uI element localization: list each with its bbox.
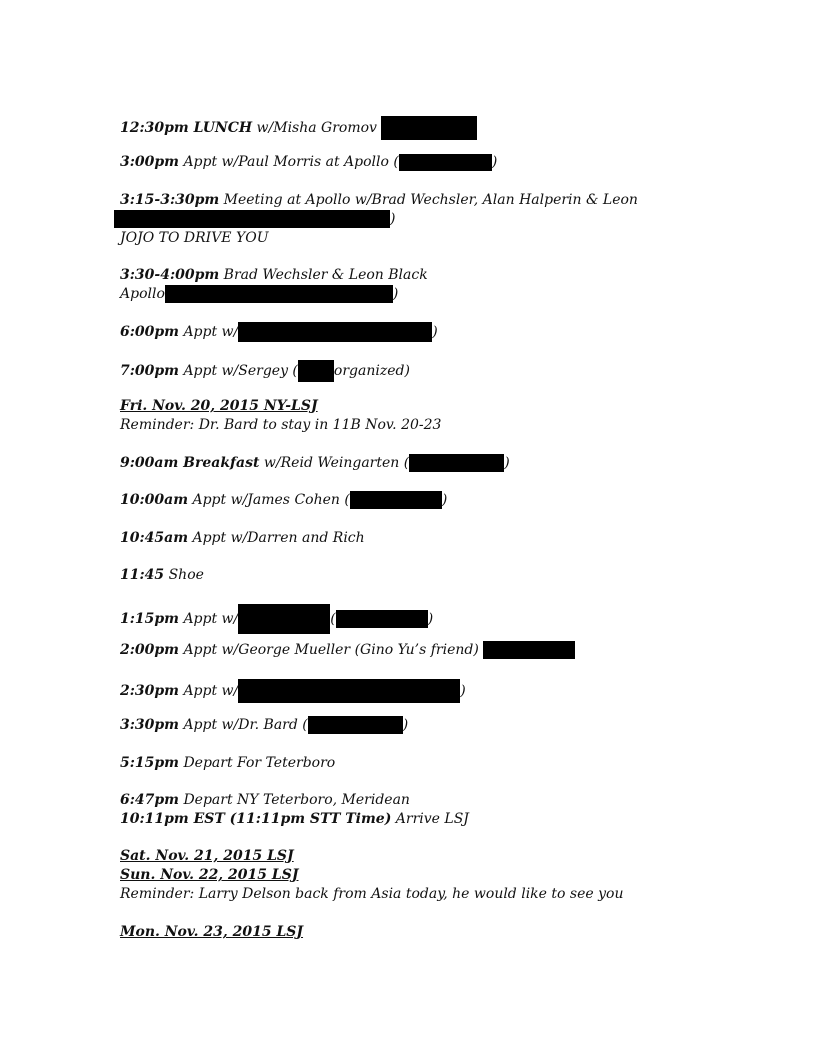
entry-time: 7:00pm bbox=[120, 363, 179, 379]
entry-time: 2:30pm bbox=[120, 683, 179, 699]
paren-close: ) bbox=[402, 717, 409, 733]
entry-text: Apollo bbox=[120, 286, 165, 302]
entry-text: Appt w/George Mueller (Gino Yu’s friend) bbox=[179, 642, 484, 658]
paren-close: ) bbox=[491, 154, 498, 170]
day-heading-nov20 bbox=[120, 397, 318, 415]
entry-text: Appt w/Dr. Bard ( bbox=[179, 717, 308, 733]
day-heading: Mon. Nov. 23, 2015 LSJ bbox=[120, 924, 304, 940]
redaction-block bbox=[308, 716, 403, 734]
entry-time: 2:00pm bbox=[120, 642, 179, 658]
entry-text: Appt w/ bbox=[179, 611, 239, 627]
redaction-block bbox=[409, 454, 504, 472]
entry-time: 5:15pm bbox=[120, 755, 179, 771]
entry-time: 6:47pm bbox=[120, 792, 179, 808]
entry-text: Meeting at Apollo w/Brad Wechsler, Alan Halperin & Leon bbox=[219, 192, 638, 208]
entry-breakfast bbox=[120, 454, 510, 472]
entry-appt-230pm bbox=[120, 679, 466, 697]
entry-text: Appt w/Sergey ( bbox=[179, 363, 298, 379]
entry-time: 3:00pm bbox=[120, 154, 179, 170]
entry-shoe bbox=[120, 566, 204, 584]
entry-appt-6pm bbox=[120, 322, 438, 340]
entry-text: w/Misha Gromov bbox=[252, 120, 382, 136]
entry-text: Depart NY Teterboro, Meridean bbox=[179, 792, 410, 808]
reminder-text: Reminder: Dr. Bard to stay in 11B Nov. 20-23 bbox=[120, 417, 442, 433]
redaction-block bbox=[165, 285, 393, 303]
redaction-block bbox=[298, 360, 334, 382]
redaction-block bbox=[114, 210, 390, 228]
entry-text: Appt w/Paul Morris at Apollo ( bbox=[179, 154, 399, 170]
reminder-text: Reminder: Larry Delson back from Asia today, he would like to see you bbox=[120, 886, 624, 902]
day-heading: Fri. Nov. 20, 2015 NY-LSJ bbox=[120, 398, 318, 414]
day-heading: Sun. Nov. 22, 2015 LSJ bbox=[120, 867, 299, 883]
redaction-block bbox=[381, 116, 477, 140]
entry-text: Brad Wechsler & Leon Black bbox=[219, 267, 428, 283]
paren-open: ( bbox=[330, 611, 336, 627]
paren-close: ) bbox=[392, 286, 399, 302]
entry-appt-darren-rich bbox=[120, 529, 365, 547]
redaction-block bbox=[238, 679, 460, 703]
entry-brad-leon bbox=[120, 266, 428, 284]
day-heading-nov23 bbox=[120, 923, 303, 941]
entry-time: 3:30pm bbox=[120, 717, 179, 733]
entry-time: 12:30pm LUNCH bbox=[120, 120, 253, 136]
redaction-block bbox=[483, 641, 575, 659]
entry-appt-cohen bbox=[120, 491, 447, 509]
entry-time: 9:00am Breakfast bbox=[120, 455, 260, 471]
entry-text: Appt w/ bbox=[179, 324, 239, 340]
entry-time: 3:15-3:30pm bbox=[120, 192, 220, 208]
entry-text: Appt w/Darren and Rich bbox=[188, 530, 365, 546]
entry-arrive-lsj bbox=[120, 810, 469, 828]
redaction-block bbox=[238, 604, 330, 634]
entry-time: 6:00pm bbox=[120, 324, 179, 340]
entry-time: 3:30-4:00pm bbox=[120, 267, 220, 283]
reminder-dr-bard bbox=[120, 416, 441, 434]
entry-text: organized) bbox=[333, 363, 410, 379]
entry-time: 10:11pm EST (11:11pm STT Time) bbox=[120, 811, 392, 827]
entry-text: Arrive LSJ bbox=[391, 811, 469, 827]
entry-text: JOJO TO DRIVE YOU bbox=[120, 230, 269, 246]
entry-driver-note bbox=[120, 229, 269, 247]
redaction-block bbox=[238, 322, 432, 342]
entry-appt-sergey bbox=[120, 360, 410, 378]
paren-close: ) bbox=[390, 211, 396, 227]
entry-meeting-apollo bbox=[120, 191, 638, 209]
reminder-larry-delson bbox=[120, 885, 623, 903]
paren-close: ) bbox=[441, 492, 448, 508]
entry-meeting-apollo-close bbox=[390, 210, 395, 228]
entry-text: w/Reid Weingarten ( bbox=[259, 455, 410, 471]
entry-depart-teterboro bbox=[120, 754, 335, 772]
entry-time: 1:15pm bbox=[120, 611, 179, 627]
paren-close: ) bbox=[427, 611, 434, 627]
paren-close: ) bbox=[460, 683, 466, 699]
entry-appt-115pm bbox=[120, 604, 434, 627]
entry-text: Depart For Teterboro bbox=[179, 755, 336, 771]
entry-time: 10:00am bbox=[120, 492, 189, 508]
redaction-block bbox=[350, 491, 442, 509]
entry-time: 11:45 bbox=[120, 567, 165, 583]
entry-depart-ny bbox=[120, 791, 410, 809]
entry-time: 10:45am bbox=[120, 530, 189, 546]
paren-close: ) bbox=[504, 455, 510, 471]
redaction-block bbox=[336, 610, 428, 628]
redaction-block bbox=[399, 154, 492, 171]
entry-lunch bbox=[120, 116, 477, 134]
day-heading: Sat. Nov. 21, 2015 LSJ bbox=[120, 848, 294, 864]
paren-close: ) bbox=[432, 324, 438, 340]
day-heading-nov21 bbox=[120, 847, 294, 865]
entry-text: Appt w/ bbox=[179, 683, 239, 699]
entry-text: Shoe bbox=[164, 567, 204, 583]
entry-appt-mueller bbox=[120, 641, 575, 659]
entry-appt-morris bbox=[120, 153, 497, 171]
entry-brad-leon-location bbox=[120, 285, 398, 303]
entry-text: Appt w/James Cohen ( bbox=[188, 492, 350, 508]
day-heading-nov22 bbox=[120, 866, 298, 884]
entry-appt-dr-bard bbox=[120, 716, 408, 734]
